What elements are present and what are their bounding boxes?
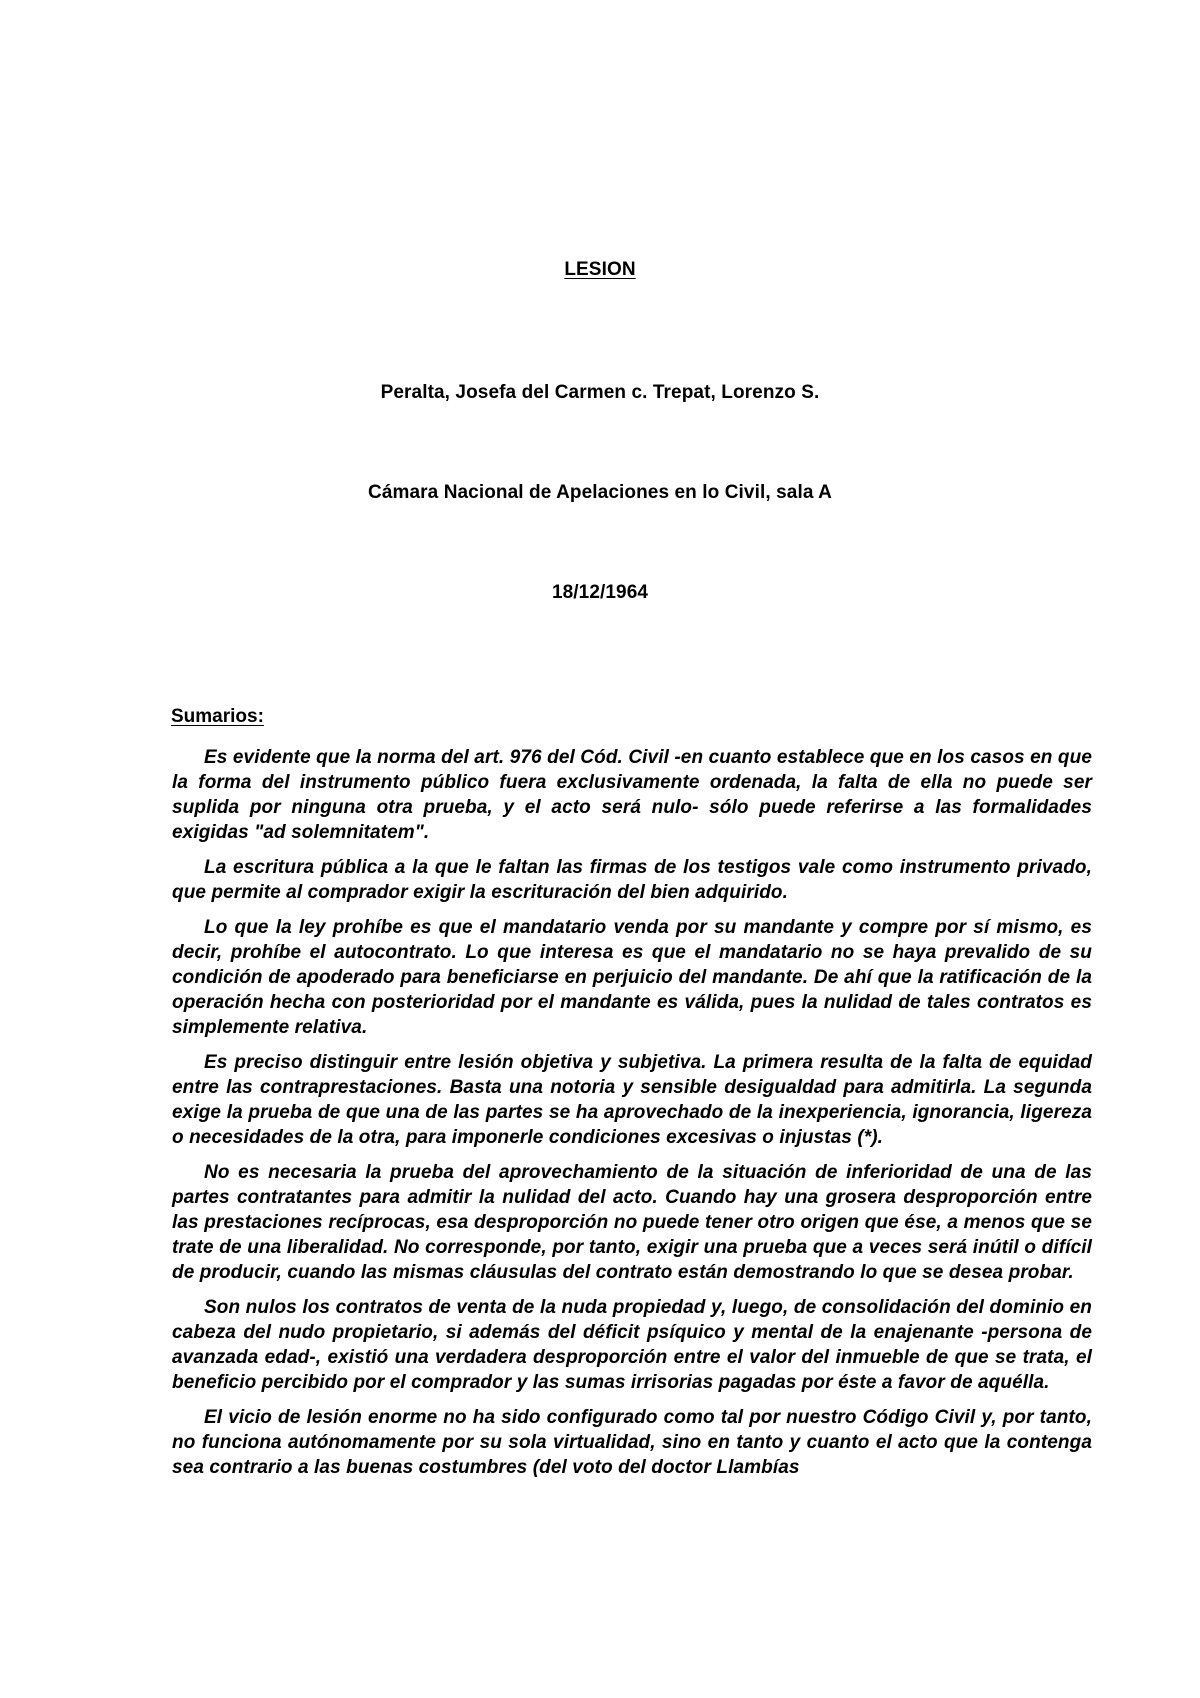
sumarios-heading: Sumarios: xyxy=(171,706,264,727)
summary-paragraph: La escritura pública a la que le faltan las firmas de los testigos vale como instrumento privado, que permite al comprador exigir la escrituración del bien adquirido. xyxy=(172,857,1092,903)
court-name: Cámara Nacional de Apelaciones en lo Civil, sala A xyxy=(368,482,832,503)
decision-date: 18/12/1964 xyxy=(551,582,649,603)
summary-paragraph: Es evidente que la norma del art. 976 del Cód. Civil -en cuanto establece que en los casos en que la forma del instrumento público fuera exclusivamente ordenada, la falta de ella no puede ser suplida por ninguna otra prueba, y el acto será nulo- sólo puede referirse a las formalidades exigidas "ad solemnitatem". xyxy=(172,747,1092,843)
summary-paragraph: El vicio de lesión enorme no ha sido configurado como tal por nuestro Código Civil y, por tanto, no funciona autónomamente por su sola virtualidad, sino en tanto y cuanto el acto que la contenga sea contrario a las buenas costumbres (del voto del doctor Llambías xyxy=(172,1407,1092,1478)
summary-paragraph: No es necesaria la prueba del aprovechamiento de la situación de inferioridad de una de las partes contratantes para admitir la nulidad del acto. Cuando hay una grosera desproporción entre las prestaciones recíprocas, esa desproporción no puede tener otro origen que ése, a menos que se trate de una liberalidad. No corresponde, por tanto, exigir una prueba que a veces será inútil o difícil de producir, cuando las mismas cláusulas del contrato están demostrando lo que se desea probar. xyxy=(172,1162,1092,1283)
summaries-list xyxy=(172,745,1092,1490)
summary-paragraph: Lo que la ley prohíbe es que el mandatario venda por su mandante y compre por sí mismo, es decir, prohíbe el autocontrato. Lo que interesa es que el mandatario no se haya prevalido de su condición de apoderado para beneficiarse en perjuicio del mandante. De ahí que la ratificación de la operación hecha con posterioridad por el mandante es válida, pues la nulidad de tales contratos es simplemente relativa. xyxy=(172,917,1092,1038)
summary-paragraph: Es preciso distinguir entre lesión objetiva y subjetiva. La primera resulta de la falta de equidad entre las contraprestaciones. Basta una notoria y sensible desigualdad para admitirla. La segunda exige la prueba de que una de las partes se ha aprovechado de la inexperiencia, ignorancia, ligereza o necesidades de la otra, para imponerle condiciones excesivas o injustas (*). xyxy=(172,1052,1092,1148)
case-parties: Peralta, Josefa del Carmen c. Trepat, Lorenzo S. xyxy=(380,382,820,403)
summary-paragraph: Son nulos los contratos de venta de la nuda propiedad y, luego, de consolidación del dominio en cabeza del nudo propietario, si además del déficit psíquico y mental de la enajenante -persona de avanzada edad-, existió una verdadera desproporción entre el valor del inmueble de que se trata, el beneficio percibido por el comprador y las sumas irrisorias pagadas por éste a favor de aquélla. xyxy=(172,1297,1092,1393)
document-title: LESION xyxy=(564,259,636,280)
